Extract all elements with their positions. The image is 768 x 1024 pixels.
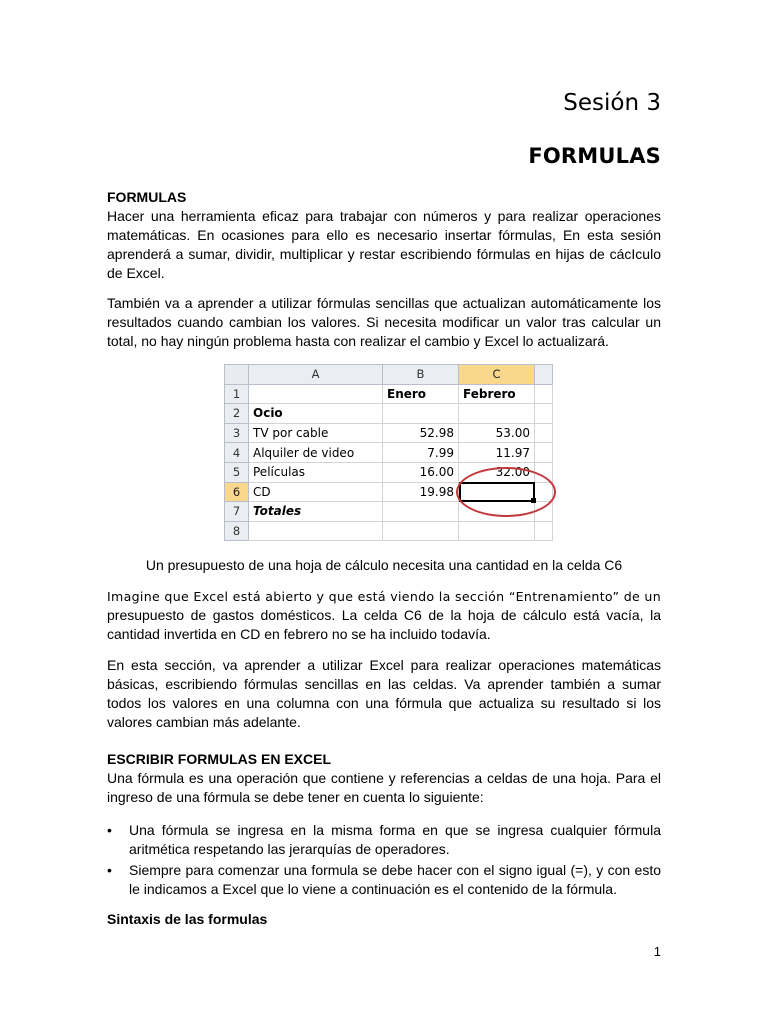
table-row	[225, 404, 553, 424]
section-heading-formulas: FORMULAS	[107, 189, 187, 205]
spreadsheet-grid	[224, 364, 553, 541]
formula-definition-paragraph: Una fórmula es una operación que contiene y referencias a celdas de una hoja. Para el ingreso de una fórmula se debe tener en cuenta lo siguiente:	[107, 770, 661, 805]
cell-extra	[535, 502, 553, 522]
spreadsheet-figure	[224, 364, 552, 540]
section-heading-sintaxis: Sintaxis de las formulas	[107, 911, 268, 927]
row-header: 7	[225, 502, 249, 522]
page-number: 1	[653, 944, 661, 959]
table-row	[225, 462, 553, 482]
cell-extra	[535, 462, 553, 482]
column-header-extra	[535, 365, 553, 385]
cell-a8	[249, 521, 383, 541]
cell-c1: Febrero	[459, 384, 535, 404]
table-row	[225, 502, 553, 522]
list-item	[107, 861, 661, 899]
intro-paragraph: Hacer una herramienta eficaz para trabajar con números y para realizar operaciones matemáticas. En ocasiones para ello es necesario insertar fórmulas, En esta sesión aprenderá a sumar, dividir, multiplicar y restar escribiendo fórmulas en hijas de cácIculo de Excel.	[107, 208, 661, 281]
cell-a2: Ocio	[249, 404, 383, 424]
section-heading-escribir: ESCRIBIR FORMULAS EN EXCEL	[107, 751, 332, 767]
imagine-paragraph-lead: Imagine que Excel está abierto y que está viendo la sección “Entrenamiento” de un	[107, 589, 661, 604]
column-header-b: B	[383, 365, 459, 385]
bullet-icon: •	[107, 822, 112, 838]
fill-handle	[531, 498, 536, 503]
imagine-paragraph-rest: presupuesto de gastos domésticos. La celda C6 de la hoja de cálculo está vacía, la cantidad invertida en CD en febrero no se ha incluido todavía.	[107, 607, 661, 642]
list-item	[107, 821, 661, 859]
column-header-row	[225, 365, 553, 385]
cell-b3: 52.98	[383, 423, 459, 443]
cell-extra	[535, 384, 553, 404]
cell-a3: TV por cable	[249, 423, 383, 443]
second-paragraph: También va a aprender a utilizar fórmulas sencillas que actualizan automáticamente los resultados cuando cambian los valores. Si necesita modificar un valor tras calcular un total, no hay ningún problema hasta con realizar el cambio y Excel lo actualizará.	[107, 295, 661, 349]
row-header: 5	[225, 462, 249, 482]
table-row	[225, 423, 553, 443]
cell-b4: 7.99	[383, 443, 459, 463]
cell-extra	[535, 423, 553, 443]
cell-b6: 19.98	[383, 482, 459, 502]
cell-a4: Alquiler de video	[249, 443, 383, 463]
row-header: 8	[225, 521, 249, 541]
list-item-text: Una fórmula se ingresa en la misma forma en que se ingresa cualquier fórmula aritmética respetando las jerarquías de operadores.	[129, 822, 661, 857]
table-row	[225, 443, 553, 463]
row-header: 1	[225, 384, 249, 404]
cell-extra	[535, 404, 553, 424]
cell-a5: Películas	[249, 462, 383, 482]
row-header: 4	[225, 443, 249, 463]
cell-extra	[535, 521, 553, 541]
list-item-text: Siempre para comenzar una formula se debe hacer con el signo igual (=), y con esto le indicamos a Excel que lo viene a continuación es el contenido de la fórmula.	[129, 862, 661, 897]
column-header-a: A	[249, 365, 383, 385]
cell-c2	[459, 404, 535, 424]
cell-b8	[383, 521, 459, 541]
row-header: 2	[225, 404, 249, 424]
cell-c4: 11.97	[459, 443, 535, 463]
cell-extra	[535, 443, 553, 463]
cell-c6-selected	[459, 482, 535, 502]
cell-b2	[383, 404, 459, 424]
cell-b7	[383, 502, 459, 522]
cell-c7	[459, 502, 535, 522]
cell-b1: Enero	[383, 384, 459, 404]
row-header: 6	[225, 482, 249, 502]
bullet-list	[107, 821, 661, 901]
cell-c5: 32.00	[459, 462, 535, 482]
table-row	[225, 521, 553, 541]
corner-cell	[225, 365, 249, 385]
cell-a7: Totales	[249, 502, 383, 522]
row-header: 3	[225, 423, 249, 443]
section-paragraph: En esta sección, va aprender a utilizar Excel para realizar operaciones matemáticas básicas, escribiendo fórmulas sencillas en las celdas. Va aprender también a sumar todos los valores en una columna con una fórmula que actualiza su resultado si los valores cambian más adelante.	[107, 657, 661, 730]
cell-a6: CD	[249, 482, 383, 502]
bullet-icon: •	[107, 862, 112, 878]
cell-b5: 16.00	[383, 462, 459, 482]
cell-a1	[249, 384, 383, 404]
page-title: FORMULAS	[528, 144, 661, 168]
cell-extra	[535, 482, 553, 502]
cell-c8	[459, 521, 535, 541]
column-header-c: C	[459, 365, 535, 385]
figure-caption: Un presupuesto de una hoja de cálculo necesita una cantidad en la celda C6	[145, 557, 623, 573]
table-row	[225, 482, 553, 502]
cell-c3: 53.00	[459, 423, 535, 443]
table-row	[225, 384, 553, 404]
imagine-paragraph	[107, 587, 661, 644]
session-label: Sesión 3	[563, 90, 661, 116]
